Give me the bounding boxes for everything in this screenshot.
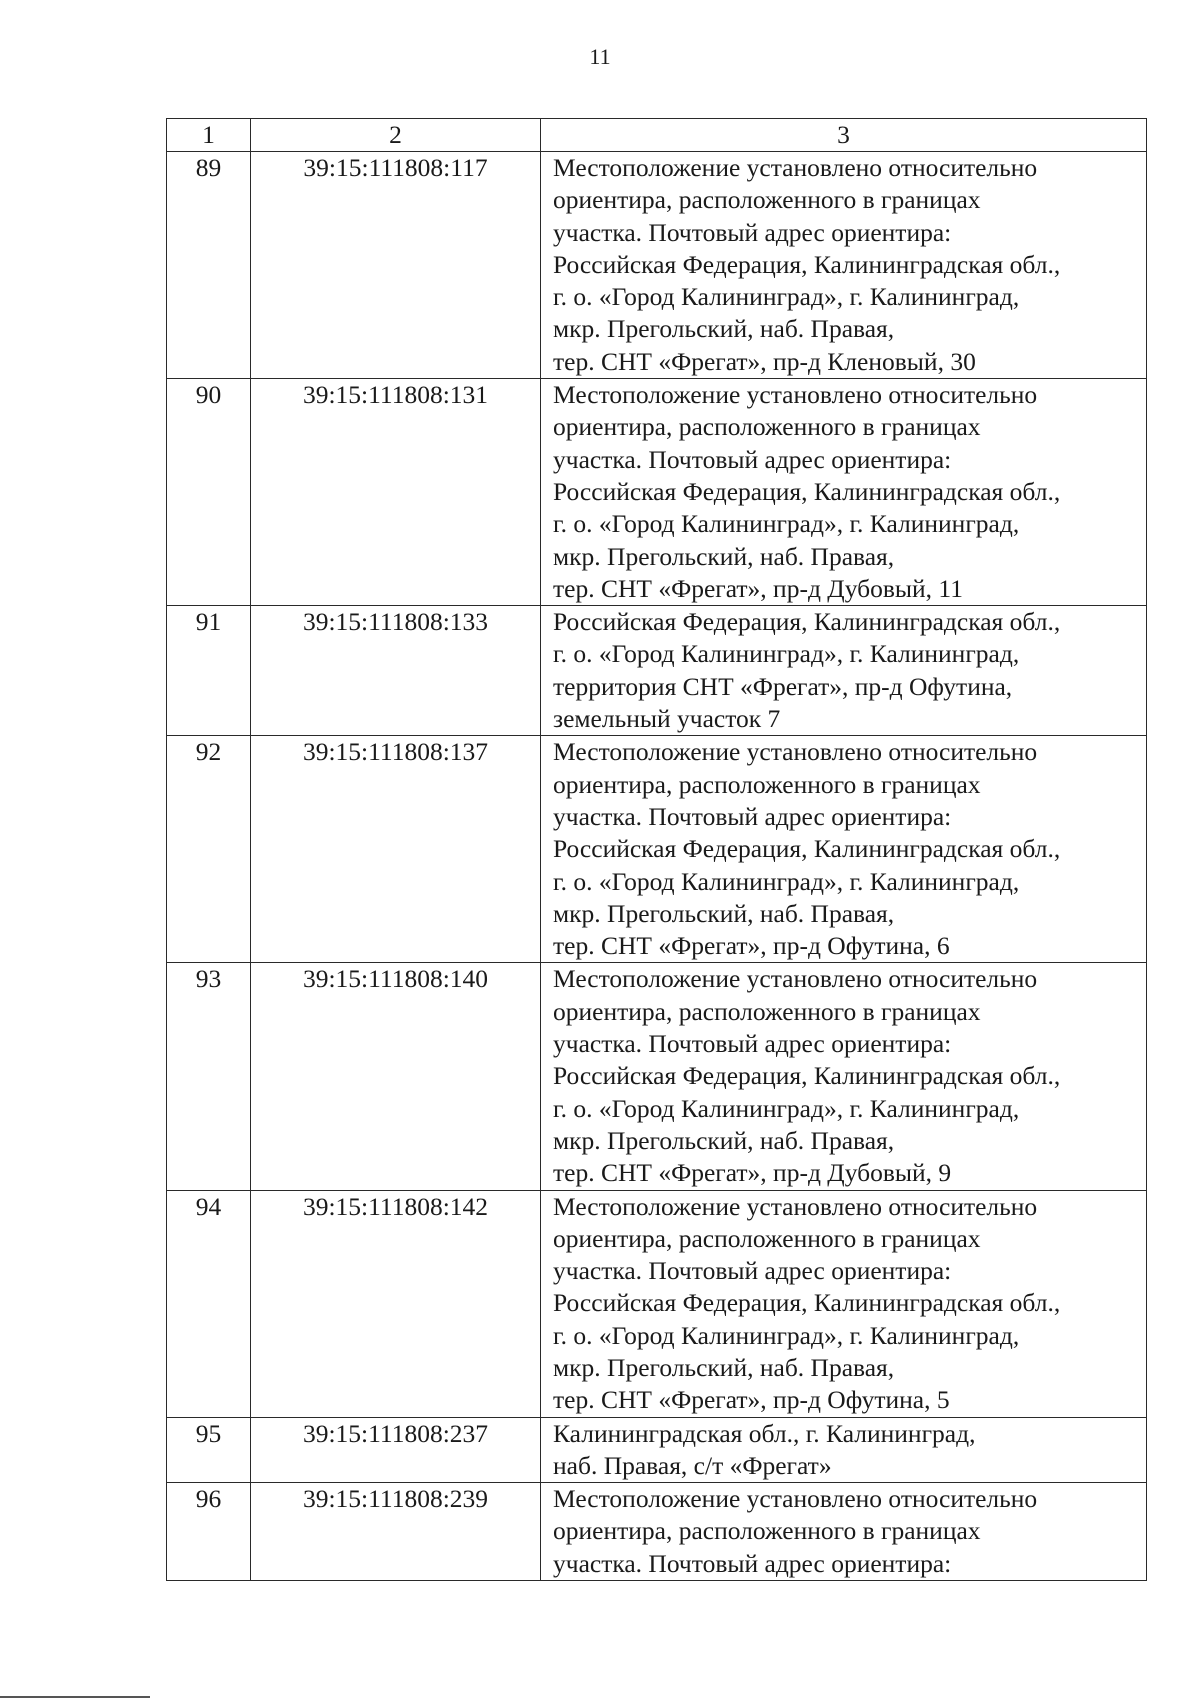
table-row	[167, 1483, 1147, 1581]
row-number: 94	[167, 1190, 251, 1417]
row-number: 91	[167, 606, 251, 736]
table-body	[167, 152, 1147, 1581]
cadastral-number: 39:15:111808:239	[251, 1483, 541, 1581]
row-number: 95	[167, 1417, 251, 1483]
table-row	[167, 1190, 1147, 1417]
table-row	[167, 963, 1147, 1190]
address-line: тер. СНТ «Фрегат», пр-д Дубовый, 11	[553, 573, 963, 603]
row-number: 92	[167, 736, 251, 963]
address-line: тер. СНТ «Фрегат», пр-д Офутина, 6	[553, 931, 950, 961]
address-cell	[541, 606, 1147, 736]
header-col-1: 1	[167, 119, 251, 152]
address-line: Российская Федерация, Калининградская обл.,	[553, 1288, 1061, 1318]
address-line: участка. Почтовый адрес ориентира:	[553, 1548, 952, 1578]
address-line: Российская Федерация, Калининградская обл.,	[553, 1061, 1061, 1091]
footnote-rule	[0, 1696, 150, 1698]
table-row	[167, 736, 1147, 963]
table-row	[167, 152, 1147, 379]
address-cell	[541, 1417, 1147, 1483]
address-line: ориентира, расположенного в границах	[553, 1223, 981, 1253]
address-cell	[541, 963, 1147, 1190]
address-cell	[541, 379, 1147, 606]
address-line: территория СНТ «Фрегат», пр-д Офутина,	[553, 671, 1013, 701]
row-number: 93	[167, 963, 251, 1190]
header-col-3: 3	[541, 119, 1147, 152]
address-line: ориентира, расположенного в границах	[553, 185, 981, 215]
cadastral-number: 39:15:111808:140	[251, 963, 541, 1190]
address-cell	[541, 1190, 1147, 1417]
table-row	[167, 1417, 1147, 1483]
cadastral-number: 39:15:111808:237	[251, 1417, 541, 1483]
address-line: мкр. Прегольский, наб. Правая,	[553, 1352, 895, 1382]
address-line: г. о. «Город Калининград», г. Калининград,	[553, 509, 1020, 539]
address-line: Российская Федерация, Калининградская обл.,	[553, 249, 1061, 279]
address-line: Местоположение установлено относительно	[553, 1191, 1038, 1221]
address-cell	[541, 736, 1147, 963]
address-line: Местоположение установлено относительно	[553, 737, 1038, 767]
address-line: участка. Почтовый адрес ориентира:	[553, 1256, 952, 1286]
row-number: 89	[167, 152, 251, 379]
row-number: 96	[167, 1483, 251, 1581]
address-line: участка. Почтовый адрес ориентира:	[553, 444, 952, 474]
cadastral-number: 39:15:111808:142	[251, 1190, 541, 1417]
address-line: ориентира, расположенного в границах	[553, 769, 981, 799]
cadastral-number: 39:15:111808:131	[251, 379, 541, 606]
header-col-2: 2	[251, 119, 541, 152]
address-line: г. о. «Город Калининград», г. Калининград,	[553, 866, 1020, 896]
address-line: тер. СНТ «Фрегат», пр-д Дубовый, 9	[553, 1158, 952, 1188]
table-row	[167, 379, 1147, 606]
address-line: мкр. Прегольский, наб. Правая,	[553, 898, 895, 928]
address-line: тер. СНТ «Фрегат», пр-д Офутина, 5	[553, 1385, 950, 1415]
page-number: 11	[589, 44, 611, 69]
address-line: Местоположение установлено относительно	[553, 1484, 1038, 1514]
address-line: ориентира, расположенного в границах	[553, 412, 981, 442]
address-cell	[541, 1483, 1147, 1581]
cadastral-number: 39:15:111808:117	[251, 152, 541, 379]
address-line: участка. Почтовый адрес ориентира:	[553, 1029, 952, 1059]
address-line: Местоположение установлено относительно	[553, 964, 1038, 994]
address-line: Калининградская обл., г. Калининград,	[553, 1418, 976, 1448]
cadastral-number: 39:15:111808:133	[251, 606, 541, 736]
address-line: г. о. «Город Калининград», г. Калининград,	[553, 1320, 1020, 1350]
address-line: тер. СНТ «Фрегат», пр-д Кленовый, 30	[553, 346, 976, 376]
table-row	[167, 606, 1147, 736]
address-line: ориентира, расположенного в границах	[553, 996, 981, 1026]
address-line: наб. Правая, с/т «Фрегат»	[553, 1450, 832, 1480]
address-line: Российская Федерация, Калининградская обл.,	[553, 476, 1061, 506]
table-header-row	[167, 119, 1147, 152]
address-line: ориентира, расположенного в границах	[553, 1516, 981, 1546]
table-header	[167, 119, 1147, 152]
address-line: земельный участок 7	[553, 704, 781, 734]
address-line: участка. Почтовый адрес ориентира:	[553, 801, 952, 831]
address-line: мкр. Прегольский, наб. Правая,	[553, 1125, 895, 1155]
address-line: Российская Федерация, Калининградская обл.,	[553, 834, 1061, 864]
address-line: мкр. Прегольский, наб. Правая,	[553, 541, 895, 571]
address-line: г. о. «Город Калининград», г. Калининград,	[553, 639, 1020, 669]
address-line: мкр. Прегольский, наб. Правая,	[553, 314, 895, 344]
address-line: Российская Федерация, Калининградская обл.,	[553, 607, 1061, 637]
parcels-table	[166, 118, 1147, 1581]
address-line: участка. Почтовый адрес ориентира:	[553, 217, 952, 247]
row-number: 90	[167, 379, 251, 606]
address-line: Местоположение установлено относительно	[553, 153, 1038, 182]
address-cell	[541, 152, 1147, 379]
address-line: г. о. «Город Калининград», г. Калининград,	[553, 1093, 1020, 1123]
cadastral-number: 39:15:111808:137	[251, 736, 541, 963]
address-line: Местоположение установлено относительно	[553, 380, 1038, 410]
address-line: г. о. «Город Калининград», г. Калининград,	[553, 282, 1020, 312]
